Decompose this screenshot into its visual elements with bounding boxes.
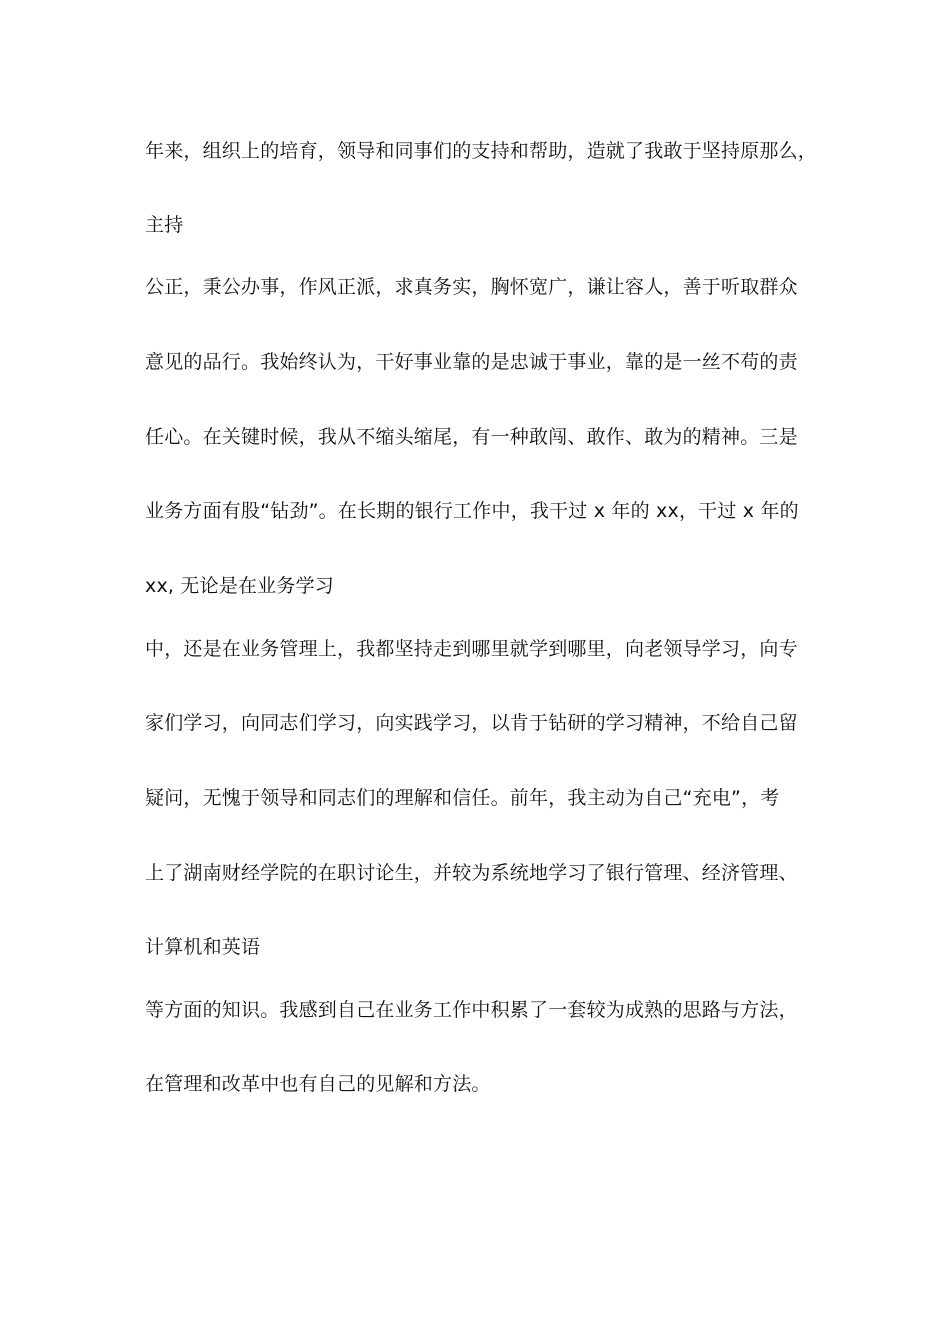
text-line: 计算机和英语 <box>145 936 261 958</box>
text-line: 年来，组织上的培育，领导和同事们的支持和帮助，造就了我敢于坚持原那么， <box>145 140 818 162</box>
text-line: 公正，秉公办事，作风正派，求真务实，胸怀宽广，谦让容人，善于听取群众 <box>145 276 798 298</box>
text-line: 中，还是在业务管理上，我都坚持走到哪里就学到哪里，向老领导学习，向专 <box>145 638 798 660</box>
text-line: 等方面的知识。我感到自己在业务工作中积累了一套较为成熟的思路与方法， <box>145 999 798 1021</box>
text-line: 任心。在关键时候，我从不缩头缩尾，有一种敢闯、敢作、敢为的精神。三是 <box>145 426 798 448</box>
text-line: 上了湖南财经学院的在职讨论生，并较为系统地学习了银行管理、经济管理、 <box>145 862 798 884</box>
text-line: 主持 <box>145 214 184 236</box>
text-line: 在管理和改革中也有自己的见解和方法。 <box>145 1073 491 1095</box>
text-line: 疑问，无愧于领导和同志们的理解和信任。前年，我主动为自己“充电”，考 <box>145 787 780 809</box>
text-line: xx, 无论是在业务学习 <box>145 575 334 597</box>
text-line: 意见的品行。我始终认为，干好事业靠的是忠诚于事业，靠的是一丝不苟的责 <box>145 351 798 373</box>
text-line: 家们学习，向同志们学习，向实践学习，以肯于钻研的学习精神，不给自己留 <box>145 712 798 734</box>
text-line: 业务方面有股“钻劲”。在长期的银行工作中，我干过 x 年的 xx，干过 x 年的 <box>145 500 799 522</box>
